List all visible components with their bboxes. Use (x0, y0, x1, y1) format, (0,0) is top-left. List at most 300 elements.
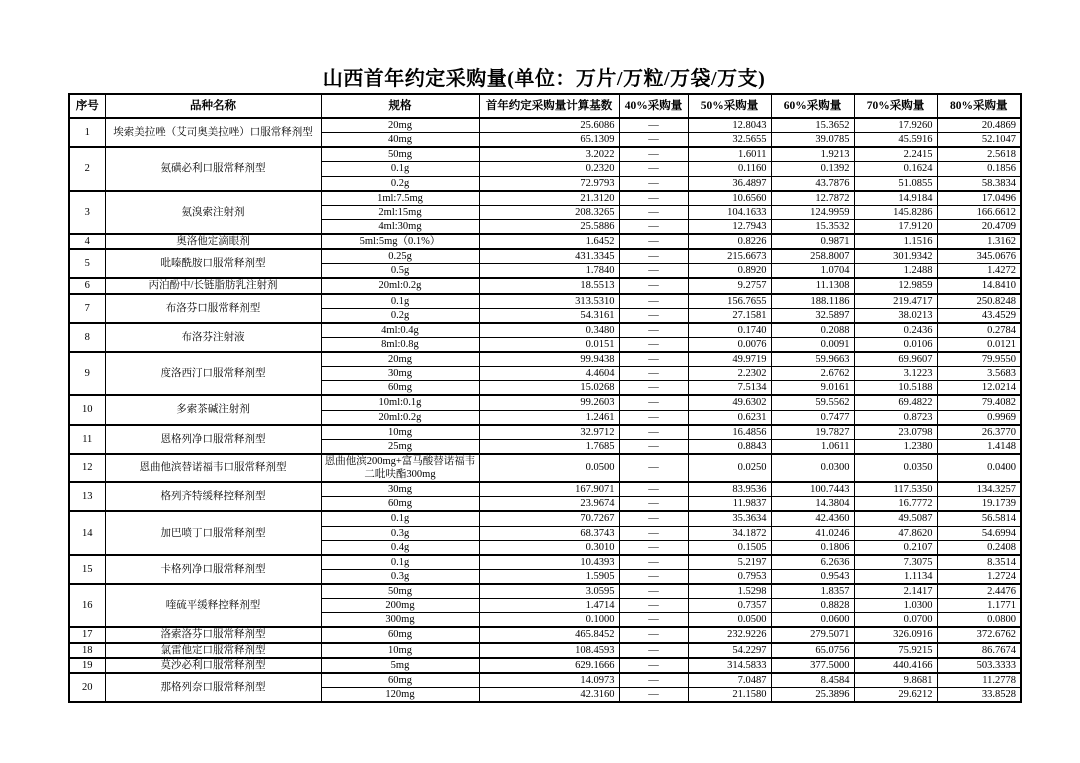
spec-cell: 120mg (321, 687, 479, 702)
column-header: 80%采购量 (937, 94, 1021, 118)
spec-cell: 4ml:30mg (321, 219, 479, 234)
pct40-cell: — (619, 352, 688, 367)
pct70-cell: 0.2107 (854, 540, 937, 555)
procurement-table (68, 93, 1022, 703)
pct50-cell: 156.7655 (688, 294, 771, 309)
table-row (69, 482, 1021, 497)
table-row (69, 191, 1021, 206)
pct50-cell: 0.8843 (688, 439, 771, 454)
pct50-cell: 2.2302 (688, 367, 771, 381)
spec-cell: 10ml:0.1g (321, 395, 479, 410)
page-title: 山西首年约定采购量(单位：万片/万粒/万袋/万支) (322, 68, 766, 90)
spec-cell: 300mg (321, 613, 479, 628)
base-quantity-cell: 0.3480 (479, 323, 619, 338)
base-quantity-cell: 70.7267 (479, 511, 619, 526)
pct60-cell: 15.3532 (771, 219, 854, 234)
pct40-cell: — (619, 454, 688, 482)
spec-cell: 10mg (321, 425, 479, 440)
pct70-cell: 17.9260 (854, 118, 937, 133)
pct80-cell: 345.0676 (937, 249, 1021, 264)
serial-number-cell: 12 (69, 454, 105, 482)
pct40-cell: — (619, 147, 688, 162)
base-quantity-cell: 18.5513 (479, 278, 619, 293)
pct80-cell: 54.6994 (937, 526, 1021, 540)
spec-cell: 0.4g (321, 540, 479, 555)
column-header: 序号 (69, 94, 105, 118)
pct60-cell: 1.0611 (771, 439, 854, 454)
spec-cell: 50mg (321, 584, 479, 599)
pct50-cell: 0.7357 (688, 599, 771, 613)
table-row (69, 147, 1021, 162)
serial-number-cell: 20 (69, 673, 105, 702)
pct60-cell: 59.5562 (771, 395, 854, 410)
spec-cell: 60mg (321, 381, 479, 396)
spec-cell: 30mg (321, 482, 479, 497)
pct50-cell: 232.9226 (688, 627, 771, 642)
pct40-cell: — (619, 627, 688, 642)
pct60-cell: 0.9871 (771, 234, 854, 249)
spec-cell: 30mg (321, 367, 479, 381)
base-quantity-cell: 1.2461 (479, 410, 619, 425)
table-row (69, 627, 1021, 642)
base-quantity-cell: 3.0595 (479, 584, 619, 599)
pct70-cell: 0.0700 (854, 613, 937, 628)
pct40-cell: — (619, 658, 688, 673)
base-quantity-cell: 465.8452 (479, 627, 619, 642)
pct40-cell: — (619, 367, 688, 381)
base-quantity-cell: 208.3265 (479, 205, 619, 219)
pct70-cell: 0.1624 (854, 162, 937, 176)
spec-cell: 8ml:0.8g (321, 337, 479, 352)
pct60-cell: 0.9543 (771, 569, 854, 584)
spec-cell: 20ml:0.2g (321, 278, 479, 293)
pct70-cell: 69.4822 (854, 395, 937, 410)
spec-cell: 1ml:7.5mg (321, 191, 479, 206)
pct80-cell: 43.4529 (937, 308, 1021, 323)
pct40-cell: — (619, 643, 688, 658)
pct60-cell: 11.1308 (771, 278, 854, 293)
base-quantity-cell: 72.9793 (479, 176, 619, 191)
pct80-cell: 1.1771 (937, 599, 1021, 613)
base-quantity-cell: 1.5905 (479, 569, 619, 584)
pct60-cell: 9.0161 (771, 381, 854, 396)
pct40-cell: — (619, 205, 688, 219)
pct40-cell: — (619, 249, 688, 264)
pct50-cell: 27.1581 (688, 308, 771, 323)
pct40-cell: — (619, 613, 688, 628)
pct70-cell: 10.5188 (854, 381, 937, 396)
spec-cell: 0.2g (321, 308, 479, 323)
serial-number-cell: 9 (69, 352, 105, 395)
pct40-cell: — (619, 511, 688, 526)
table-row (69, 584, 1021, 599)
pct70-cell: 7.3075 (854, 555, 937, 570)
pct40-cell: — (619, 599, 688, 613)
pct40-cell: — (619, 540, 688, 555)
product-name-cell: 吡嗪酰胺口服常释剂型 (105, 249, 321, 278)
pct80-cell: 20.4869 (937, 118, 1021, 133)
pct50-cell: 0.0076 (688, 337, 771, 352)
pct70-cell: 1.0300 (854, 599, 937, 613)
pct50-cell: 1.5298 (688, 584, 771, 599)
product-name-cell: 氨磺必利口服常释剂型 (105, 147, 321, 190)
pct60-cell: 0.7477 (771, 410, 854, 425)
spec-cell: 5mg (321, 658, 479, 673)
pct70-cell: 12.9859 (854, 278, 937, 293)
pct40-cell: — (619, 118, 688, 133)
base-quantity-cell: 32.9712 (479, 425, 619, 440)
base-quantity-cell: 3.2022 (479, 147, 619, 162)
pct50-cell: 49.9719 (688, 352, 771, 367)
base-quantity-cell: 1.7840 (479, 264, 619, 279)
base-quantity-cell: 4.4604 (479, 367, 619, 381)
pct80-cell: 1.3162 (937, 234, 1021, 249)
spec-cell: 40mg (321, 133, 479, 148)
base-quantity-cell: 99.2603 (479, 395, 619, 410)
product-name-cell: 洛索洛芬口服常释剂型 (105, 627, 321, 642)
pct70-cell: 301.9342 (854, 249, 937, 264)
pct60-cell: 6.2636 (771, 555, 854, 570)
pct50-cell: 54.2297 (688, 643, 771, 658)
pct70-cell: 14.9184 (854, 191, 937, 206)
column-header: 规格 (321, 94, 479, 118)
pct70-cell: 440.4166 (854, 658, 937, 673)
pct80-cell: 1.4272 (937, 264, 1021, 279)
pct80-cell: 372.6762 (937, 627, 1021, 642)
pct60-cell: 42.4360 (771, 511, 854, 526)
product-name-cell: 恩格列净口服常释剂型 (105, 425, 321, 454)
serial-number-cell: 8 (69, 323, 105, 352)
pct50-cell: 10.6560 (688, 191, 771, 206)
spec-cell: 60mg (321, 497, 479, 512)
pct50-cell: 9.2757 (688, 278, 771, 293)
spec-cell: 0.1g (321, 511, 479, 526)
pct50-cell: 32.5655 (688, 133, 771, 148)
base-quantity-cell: 10.4393 (479, 555, 619, 570)
pct80-cell: 0.9969 (937, 410, 1021, 425)
pct40-cell: — (619, 395, 688, 410)
pct70-cell: 1.2380 (854, 439, 937, 454)
table-row (69, 511, 1021, 526)
spec-cell: 5ml:5mg（0.1%） (321, 234, 479, 249)
pct50-cell: 0.6231 (688, 410, 771, 425)
pct40-cell: — (619, 294, 688, 309)
pct80-cell: 26.3770 (937, 425, 1021, 440)
spec-cell: 0.5g (321, 264, 479, 279)
pct50-cell: 16.4856 (688, 425, 771, 440)
spec-cell: 60mg (321, 627, 479, 642)
pct70-cell: 326.0916 (854, 627, 937, 642)
base-quantity-cell: 0.1000 (479, 613, 619, 628)
pct50-cell: 12.7943 (688, 219, 771, 234)
product-name-cell: 奥洛他定滴眼剂 (105, 234, 321, 249)
pct70-cell: 3.1223 (854, 367, 937, 381)
pct40-cell: — (619, 323, 688, 338)
pct60-cell: 8.4584 (771, 673, 854, 688)
pct80-cell: 19.1739 (937, 497, 1021, 512)
product-name-cell: 氯雷他定口服常释剂型 (105, 643, 321, 658)
pct60-cell: 15.3652 (771, 118, 854, 133)
pct80-cell: 250.8248 (937, 294, 1021, 309)
pct60-cell: 19.7827 (771, 425, 854, 440)
base-quantity-cell: 21.3120 (479, 191, 619, 206)
column-header: 50%采购量 (688, 94, 771, 118)
pct40-cell: — (619, 526, 688, 540)
pct40-cell: — (619, 264, 688, 279)
base-quantity-cell: 167.9071 (479, 482, 619, 497)
pct80-cell: 17.0496 (937, 191, 1021, 206)
pct40-cell: — (619, 162, 688, 176)
table-row (69, 249, 1021, 264)
column-header: 40%采购量 (619, 94, 688, 118)
pct80-cell: 166.6612 (937, 205, 1021, 219)
pct60-cell: 1.8357 (771, 584, 854, 599)
table-row (69, 294, 1021, 309)
serial-number-cell: 3 (69, 191, 105, 234)
serial-number-cell: 11 (69, 425, 105, 454)
pct80-cell: 0.2408 (937, 540, 1021, 555)
pct40-cell: — (619, 673, 688, 688)
pct80-cell: 3.5683 (937, 367, 1021, 381)
base-quantity-cell: 23.9674 (479, 497, 619, 512)
pct60-cell: 41.0246 (771, 526, 854, 540)
serial-number-cell: 4 (69, 234, 105, 249)
base-quantity-cell: 14.0973 (479, 673, 619, 688)
product-name-cell: 埃索美拉唑（艾司奥美拉唑）口服常释剂型 (105, 118, 321, 147)
pct70-cell: 47.8620 (854, 526, 937, 540)
pct70-cell: 69.9607 (854, 352, 937, 367)
pct70-cell: 219.4717 (854, 294, 937, 309)
pct80-cell: 2.4476 (937, 584, 1021, 599)
pct60-cell: 39.0785 (771, 133, 854, 148)
table-row (69, 352, 1021, 367)
spec-cell: 10mg (321, 643, 479, 658)
pct70-cell: 1.1134 (854, 569, 937, 584)
product-name-cell: 布洛芬口服常释剂型 (105, 294, 321, 323)
serial-number-cell: 17 (69, 627, 105, 642)
pct40-cell: — (619, 381, 688, 396)
pct40-cell: — (619, 555, 688, 570)
pct80-cell: 20.4709 (937, 219, 1021, 234)
pct70-cell: 51.0855 (854, 176, 937, 191)
product-name-cell: 喹硫平缓释控释剂型 (105, 584, 321, 627)
column-header: 60%采购量 (771, 94, 854, 118)
product-name-cell: 格列齐特缓释控释剂型 (105, 482, 321, 511)
pct40-cell: — (619, 569, 688, 584)
pct80-cell: 52.1047 (937, 133, 1021, 148)
pct60-cell: 0.0091 (771, 337, 854, 352)
pct70-cell: 9.8681 (854, 673, 937, 688)
pct50-cell: 0.7953 (688, 569, 771, 584)
pct40-cell: — (619, 687, 688, 702)
spec-cell: 20ml:0.2g (321, 410, 479, 425)
spec-cell: 4ml:0.4g (321, 323, 479, 338)
pct50-cell: 215.6673 (688, 249, 771, 264)
pct40-cell: — (619, 308, 688, 323)
pct80-cell: 79.9550 (937, 352, 1021, 367)
pct60-cell: 124.9959 (771, 205, 854, 219)
pct60-cell: 0.0300 (771, 454, 854, 482)
spec-cell: 0.1g (321, 294, 479, 309)
spec-cell: 恩曲他滨200mg+富马酸替诺福韦二吡呋酯300mg (321, 454, 479, 482)
pct60-cell: 0.0600 (771, 613, 854, 628)
base-quantity-cell: 42.3160 (479, 687, 619, 702)
pct70-cell: 0.0106 (854, 337, 937, 352)
pct60-cell: 188.1186 (771, 294, 854, 309)
pct70-cell: 23.0798 (854, 425, 937, 440)
table-row (69, 673, 1021, 688)
pct40-cell: — (619, 278, 688, 293)
pct70-cell: 29.6212 (854, 687, 937, 702)
pct60-cell: 1.9213 (771, 147, 854, 162)
pct40-cell: — (619, 234, 688, 249)
pct80-cell: 1.4148 (937, 439, 1021, 454)
pct80-cell: 2.5618 (937, 147, 1021, 162)
serial-number-cell: 2 (69, 147, 105, 190)
table-row (69, 278, 1021, 293)
pct60-cell: 65.0756 (771, 643, 854, 658)
table-row (69, 658, 1021, 673)
pct40-cell: — (619, 425, 688, 440)
base-quantity-cell: 0.2320 (479, 162, 619, 176)
pct40-cell: — (619, 482, 688, 497)
product-name-cell: 那格列奈口服常释剂型 (105, 673, 321, 702)
base-quantity-cell: 1.6452 (479, 234, 619, 249)
pct50-cell: 49.6302 (688, 395, 771, 410)
table-row (69, 323, 1021, 338)
pct60-cell: 59.9663 (771, 352, 854, 367)
serial-number-cell: 16 (69, 584, 105, 627)
pct60-cell: 258.8007 (771, 249, 854, 264)
pct60-cell: 0.8828 (771, 599, 854, 613)
pct40-cell: — (619, 219, 688, 234)
pct50-cell: 0.8920 (688, 264, 771, 279)
pct70-cell: 1.1516 (854, 234, 937, 249)
base-quantity-cell: 54.3161 (479, 308, 619, 323)
pct50-cell: 5.2197 (688, 555, 771, 570)
column-header: 品种名称 (105, 94, 321, 118)
pct40-cell: — (619, 191, 688, 206)
table-row (69, 234, 1021, 249)
serial-number-cell: 18 (69, 643, 105, 658)
base-quantity-cell: 15.0268 (479, 381, 619, 396)
spec-cell: 0.3g (321, 569, 479, 584)
pct80-cell: 79.4082 (937, 395, 1021, 410)
pct80-cell: 8.3514 (937, 555, 1021, 570)
spec-cell: 0.2g (321, 176, 479, 191)
base-quantity-cell: 25.5886 (479, 219, 619, 234)
serial-number-cell: 5 (69, 249, 105, 278)
base-quantity-cell: 431.3345 (479, 249, 619, 264)
pct50-cell: 35.3634 (688, 511, 771, 526)
product-name-cell: 恩曲他滨替诺福韦口服常释剂型 (105, 454, 321, 482)
pct60-cell: 0.2088 (771, 323, 854, 338)
pct70-cell: 2.1417 (854, 584, 937, 599)
pct50-cell: 36.4897 (688, 176, 771, 191)
pct50-cell: 11.9837 (688, 497, 771, 512)
base-quantity-cell: 0.0151 (479, 337, 619, 352)
pct80-cell: 0.0121 (937, 337, 1021, 352)
pct60-cell: 43.7876 (771, 176, 854, 191)
pct60-cell: 279.5071 (771, 627, 854, 642)
base-quantity-cell: 1.7685 (479, 439, 619, 454)
base-quantity-cell: 99.9438 (479, 352, 619, 367)
pct70-cell: 17.9120 (854, 219, 937, 234)
pct80-cell: 0.0400 (937, 454, 1021, 482)
pct80-cell: 11.2778 (937, 673, 1021, 688)
product-name-cell: 加巴喷丁口服常释剂型 (105, 511, 321, 554)
pct50-cell: 83.9536 (688, 482, 771, 497)
pct70-cell: 117.5350 (854, 482, 937, 497)
spec-cell: 20mg (321, 118, 479, 133)
spec-cell: 0.3g (321, 526, 479, 540)
pct80-cell: 33.8528 (937, 687, 1021, 702)
pct50-cell: 104.1633 (688, 205, 771, 219)
base-quantity-cell: 25.6086 (479, 118, 619, 133)
pct60-cell: 14.3804 (771, 497, 854, 512)
spec-cell: 2ml:15mg (321, 205, 479, 219)
pct50-cell: 12.8043 (688, 118, 771, 133)
pct60-cell: 0.1806 (771, 540, 854, 555)
pct60-cell: 0.1392 (771, 162, 854, 176)
base-quantity-cell: 68.3743 (479, 526, 619, 540)
pct80-cell: 12.0214 (937, 381, 1021, 396)
pct80-cell: 1.2724 (937, 569, 1021, 584)
spec-cell: 0.1g (321, 162, 479, 176)
pct70-cell: 38.0213 (854, 308, 937, 323)
pct50-cell: 0.1160 (688, 162, 771, 176)
pct80-cell: 0.0800 (937, 613, 1021, 628)
pct50-cell: 7.5134 (688, 381, 771, 396)
pct40-cell: — (619, 497, 688, 512)
table-header (69, 94, 1021, 118)
pct80-cell: 134.3257 (937, 482, 1021, 497)
serial-number-cell: 1 (69, 118, 105, 147)
pct70-cell: 2.2415 (854, 147, 937, 162)
pct40-cell: — (619, 410, 688, 425)
serial-number-cell: 19 (69, 658, 105, 673)
serial-number-cell: 6 (69, 278, 105, 293)
pct80-cell: 0.1856 (937, 162, 1021, 176)
pct70-cell: 49.5087 (854, 511, 937, 526)
pct40-cell: — (619, 337, 688, 352)
pct80-cell: 503.3333 (937, 658, 1021, 673)
pct40-cell: — (619, 133, 688, 148)
pct80-cell: 0.2784 (937, 323, 1021, 338)
pct50-cell: 314.5833 (688, 658, 771, 673)
spec-cell: 0.25g (321, 249, 479, 264)
column-header: 首年约定采购量计算基数 (479, 94, 619, 118)
table-row (69, 118, 1021, 133)
pct70-cell: 45.5916 (854, 133, 937, 148)
column-header: 70%采购量 (854, 94, 937, 118)
product-name-cell: 度洛西汀口服常释剂型 (105, 352, 321, 395)
pct60-cell: 25.3896 (771, 687, 854, 702)
table-row (69, 643, 1021, 658)
product-name-cell: 氨溴索注射剂 (105, 191, 321, 234)
pct60-cell: 1.0704 (771, 264, 854, 279)
pct50-cell: 0.0250 (688, 454, 771, 482)
serial-number-cell: 7 (69, 294, 105, 323)
spec-cell: 25mg (321, 439, 479, 454)
pct40-cell: — (619, 176, 688, 191)
pct80-cell: 14.8410 (937, 278, 1021, 293)
pct50-cell: 0.1505 (688, 540, 771, 555)
pct50-cell: 0.8226 (688, 234, 771, 249)
pct50-cell: 0.0500 (688, 613, 771, 628)
serial-number-cell: 10 (69, 395, 105, 424)
pct40-cell: — (619, 584, 688, 599)
